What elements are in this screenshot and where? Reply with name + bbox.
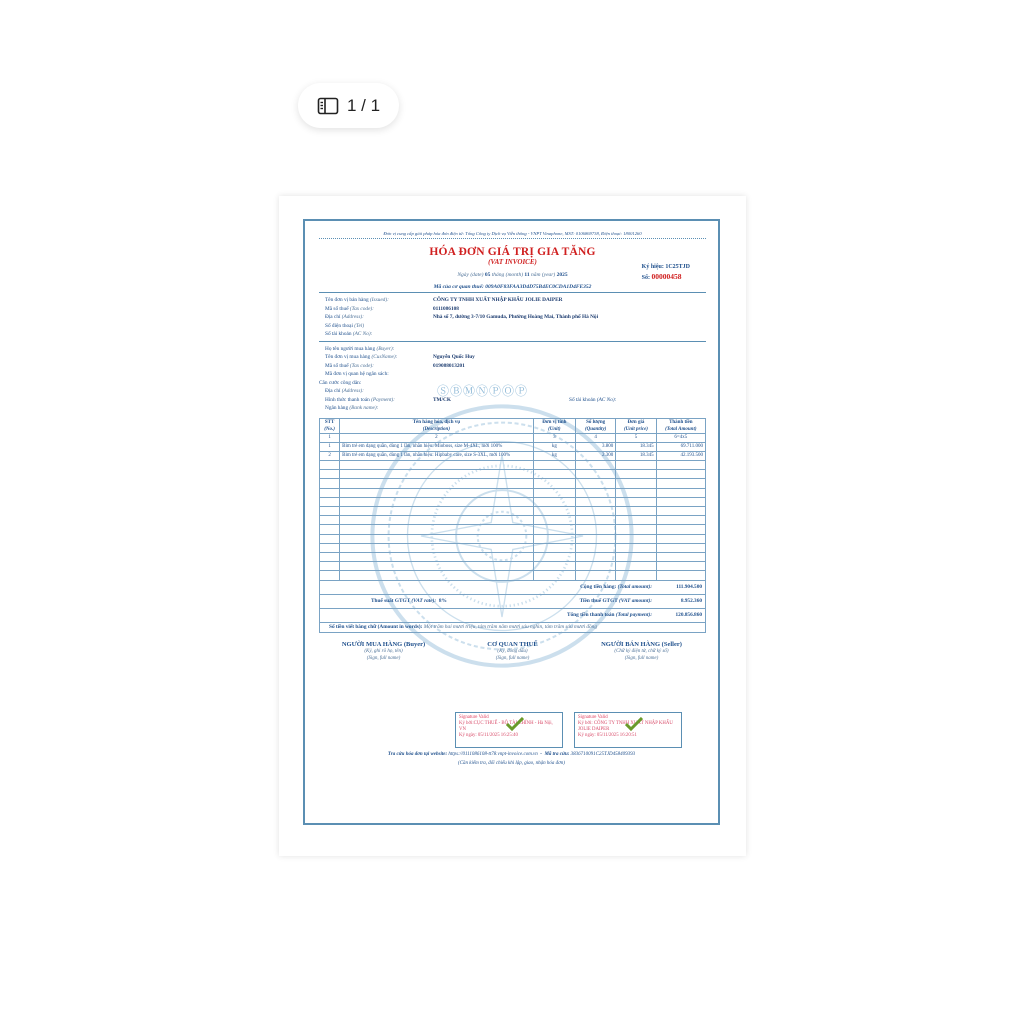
table-header-row bbox=[320, 418, 706, 433]
table-cell: 2 bbox=[340, 433, 534, 442]
table-cell bbox=[656, 461, 705, 470]
col-no: STT (No.) bbox=[320, 418, 340, 433]
lookup-note: (Cần kiểm tra, đối chiếu khi lập, giao, nhận hóa đơn) bbox=[458, 761, 565, 766]
check-icon bbox=[506, 717, 524, 731]
table-cell bbox=[575, 552, 615, 561]
table-cell bbox=[616, 470, 656, 479]
table-cell bbox=[533, 461, 575, 470]
empty-row bbox=[320, 488, 706, 497]
vat-row: Thuế suất GTGT (VAT rate): 8% Tiền thuế GTGT (VAT amount): 8.952.360 bbox=[319, 595, 706, 609]
empty-row bbox=[320, 534, 706, 543]
table-cell bbox=[616, 552, 656, 561]
table-cell bbox=[616, 461, 656, 470]
buyer-row: Mã đơn vị quan hệ ngân sách: bbox=[325, 371, 389, 377]
seller-row: Số điện thoại (Tel) bbox=[325, 322, 365, 329]
table-cell bbox=[340, 461, 534, 470]
table-cell: 2.300 bbox=[575, 451, 615, 460]
tax-authority-code: Mã của cơ quan thuế: 009A0F83FAA3D4D75B4EC0CDA1D4FE352 bbox=[319, 284, 706, 293]
table-cell bbox=[656, 497, 705, 506]
col-amount: Thành tiền (Total Amount) bbox=[656, 418, 705, 433]
table-cell bbox=[656, 562, 705, 571]
table-cell bbox=[320, 562, 340, 571]
col-unit: Đơn vị tính (Unit) bbox=[533, 418, 575, 433]
buyer-row: Ngân hàng (Bank name): bbox=[325, 405, 379, 411]
table-cell bbox=[340, 497, 534, 506]
table-cell bbox=[320, 534, 340, 543]
buyer-row: Mã số thuế (Tax code): 019088013201 bbox=[325, 362, 465, 369]
table-cell bbox=[656, 479, 705, 488]
table-cell bbox=[616, 543, 656, 552]
subtotal-row: Cộng tiền hàng: (Total amount): 111.904.500 bbox=[319, 581, 706, 595]
table-row bbox=[320, 442, 706, 451]
table-cell bbox=[616, 562, 656, 571]
table-cell bbox=[320, 497, 340, 506]
empty-row bbox=[320, 525, 706, 534]
invoice-title: HÓA ĐƠN GIÁ TRỊ GIA TĂNG bbox=[429, 246, 596, 258]
table-cell: kg bbox=[533, 442, 575, 451]
table-cell bbox=[320, 516, 340, 525]
table-cell bbox=[533, 470, 575, 479]
tax-signature: CƠ QUAN THUẾ (Ký, đóng dấu) (Sign, full name) bbox=[487, 641, 538, 661]
invoice-subtitle: (VAT INVOICE) bbox=[488, 258, 537, 266]
col-unit-price: Đơn giá (Unit price) bbox=[616, 418, 656, 433]
table-cell bbox=[533, 552, 575, 561]
table-cell: 2 bbox=[320, 451, 340, 460]
table-cell bbox=[656, 552, 705, 561]
buyer-section bbox=[319, 342, 706, 415]
table-cell bbox=[616, 516, 656, 525]
table-cell bbox=[575, 571, 615, 580]
table-cell bbox=[340, 571, 534, 580]
table-cell bbox=[533, 516, 575, 525]
table-cell bbox=[616, 571, 656, 580]
table-cell: 1 bbox=[320, 433, 340, 442]
table-cell bbox=[340, 507, 534, 516]
table-cell: 18.345 bbox=[616, 442, 656, 451]
table-cell bbox=[575, 461, 615, 470]
table-cell bbox=[616, 497, 656, 506]
table-cell bbox=[575, 516, 615, 525]
table-cell: 1 bbox=[320, 442, 340, 451]
document-page bbox=[279, 196, 746, 856]
seller-signature-box: Signature Valid Ký bởi: CÔNG TY TNHH XUẤT NHẬP KHẨU JOLIE DAIPER Ký ngày: 05/11/2025 16:20:51 bbox=[574, 712, 682, 748]
tax-signature-box: Signature Valid Ký bởi:CỤC THUẾ - BỘ TÀI CHÍNH - Hà Nội, VN Ký ngày: 05/11/2025 16:25:40 bbox=[455, 712, 563, 748]
table-cell bbox=[616, 479, 656, 488]
page-layout-icon bbox=[317, 97, 339, 115]
signature-headers bbox=[319, 641, 706, 662]
table-cell bbox=[616, 488, 656, 497]
table-cell: 4 bbox=[575, 433, 615, 442]
invoice-date: Ngày (date) 05 tháng (month) 11 năm (year) 2025 bbox=[457, 272, 568, 278]
lookup-line: Tra cứu hóa đơn tại website: https://0111086108-tt78.vnpt-invoice.com.vn - Mã tra cứu: 3836710091C25TJD458409393 bbox=[387, 752, 636, 757]
empty-row bbox=[320, 571, 706, 580]
table-cell bbox=[533, 534, 575, 543]
table-cell bbox=[533, 562, 575, 571]
table-cell bbox=[320, 552, 340, 561]
table-cell bbox=[320, 507, 340, 516]
page-count: 1 / 1 bbox=[346, 95, 381, 115]
table-cell bbox=[340, 525, 534, 534]
table-cell bbox=[340, 552, 534, 561]
table-cell bbox=[616, 525, 656, 534]
table-cell bbox=[656, 571, 705, 580]
empty-row bbox=[320, 552, 706, 561]
page-indicator[interactable] bbox=[298, 83, 399, 128]
table-cell: kg bbox=[533, 451, 575, 460]
table-cell bbox=[340, 534, 534, 543]
table-cell bbox=[575, 543, 615, 552]
empty-row bbox=[320, 497, 706, 506]
table-row bbox=[320, 451, 706, 460]
table-cell: 69.711.000 bbox=[656, 442, 705, 451]
check-icon bbox=[625, 717, 643, 731]
table-cell bbox=[340, 470, 534, 479]
table-cell bbox=[340, 543, 534, 552]
table-cell: Bỉm trẻ em dạng quần, dùng 1 lần, nhãn hiệu: Mioboss, size M-4XL, mới 100% bbox=[340, 442, 534, 451]
table-cell bbox=[656, 507, 705, 516]
buyer-signature: NGƯỜI MUA HÀNG (Buyer) (Ký, ghi rõ họ, tên) (Sign, full name) bbox=[341, 641, 426, 661]
table-cell bbox=[320, 479, 340, 488]
col-description: Tên hàng hóa, dịch vụ (Description) bbox=[340, 418, 534, 433]
table-cell bbox=[575, 525, 615, 534]
table-cell: 3 bbox=[533, 433, 575, 442]
invoice-frame bbox=[303, 219, 720, 825]
buyer-row: Họ tên người mua hàng (Buyer): bbox=[325, 345, 395, 352]
seller-row: Số tài khoản (AC No): bbox=[325, 331, 373, 337]
seal-text: ⓈⒷⓂⓃⓅⓄⓅ bbox=[437, 384, 529, 398]
table-cell bbox=[320, 525, 340, 534]
table-cell bbox=[533, 525, 575, 534]
table-cell bbox=[533, 571, 575, 580]
table-cell bbox=[533, 543, 575, 552]
table-cell bbox=[320, 488, 340, 497]
table-cell bbox=[320, 461, 340, 470]
empty-row bbox=[320, 507, 706, 516]
table-cell bbox=[616, 534, 656, 543]
table-cell bbox=[320, 571, 340, 580]
empty-row bbox=[320, 543, 706, 552]
total-row: Tổng tiền thanh toán (Total payment): 120.856.860 bbox=[319, 609, 706, 623]
table-cell bbox=[575, 479, 615, 488]
table-cell bbox=[575, 497, 615, 506]
table-cell bbox=[575, 562, 615, 571]
col-quantity: Số lượng (Quantity) bbox=[575, 418, 615, 433]
invoice-serial: Ký hiệu: 1C25TJD Số: 00000458 bbox=[641, 264, 690, 281]
table-cell bbox=[575, 534, 615, 543]
seller-signature: NGƯỜI BÁN HÀNG (Seller) (Chữ ký điện tử, chữ ký số) (Sign, full name) bbox=[601, 641, 682, 661]
table-cell bbox=[656, 525, 705, 534]
table-cell: 42.193.500 bbox=[656, 451, 705, 460]
table-cell: 6=4x5 bbox=[656, 433, 705, 442]
empty-row bbox=[320, 470, 706, 479]
table-cell: 3.800 bbox=[575, 442, 615, 451]
table-cell bbox=[616, 507, 656, 516]
table-cell bbox=[575, 507, 615, 516]
table-cell: 5 bbox=[616, 433, 656, 442]
table-cell: 18.345 bbox=[616, 451, 656, 460]
buyer-row: Hình thức thanh toán (Payment): TM/CK Số tài khoản (AC No): bbox=[325, 396, 617, 403]
seller-section bbox=[319, 293, 706, 342]
seller-row: Tên đơn vị bán hàng (Issued): CÔNG TY TNHH XUẤT NHẬP KHẨU JOLIE DAIPER bbox=[325, 297, 563, 303]
table-cell bbox=[656, 543, 705, 552]
provider-line: Đơn vị cung cấp giải pháp hóa đơn điện tử: Tổng Công ty Dịch vụ Viễn thông - VNPT Vinaphone, MST: 0106869738, Điện thoại: 18001260 bbox=[319, 231, 706, 239]
seller-row: Địa chỉ (Address): Nhà số 7, đường 3-7/10 Gamuda, Phường Hoàng Mai, Thành phố Hà Nội bbox=[325, 314, 599, 320]
table-cell bbox=[656, 488, 705, 497]
table-cell bbox=[533, 488, 575, 497]
table-cell bbox=[656, 534, 705, 543]
items-table bbox=[319, 418, 706, 581]
table-cell bbox=[575, 488, 615, 497]
buyer-row: Căn cước công dân: bbox=[319, 379, 362, 386]
table-cell bbox=[340, 562, 534, 571]
table-cell bbox=[533, 507, 575, 516]
table-cell: Bỉm trẻ em dạng quần, dùng 1 lần, nhãn hiệu: Hipbaby care, size S-3XL, mới 100% bbox=[340, 451, 534, 460]
table-cell bbox=[575, 470, 615, 479]
amount-in-words: Số tiền viết bằng chữ (Amount in words): Một trăm hai mươi triệu, tám trăm năm mươi sáu nghìn, tám trăm sáu mươi đồng bbox=[319, 623, 706, 634]
empty-row bbox=[320, 516, 706, 525]
table-cell bbox=[340, 479, 534, 488]
table-cell bbox=[340, 516, 534, 525]
empty-row bbox=[320, 562, 706, 571]
table-cell bbox=[340, 488, 534, 497]
table-cell bbox=[656, 516, 705, 525]
empty-row bbox=[320, 479, 706, 488]
table-cell bbox=[656, 470, 705, 479]
table-cell bbox=[320, 543, 340, 552]
buyer-row: Tên đơn vị mua hàng (CusName): Nguyễn Quốc Huy bbox=[325, 354, 475, 360]
table-cell bbox=[533, 479, 575, 488]
empty-row bbox=[320, 461, 706, 470]
seller-row: Mã số thuế (Tax code): 0111086108 bbox=[325, 305, 459, 312]
index-row bbox=[320, 433, 706, 442]
table-cell bbox=[533, 497, 575, 506]
table-cell bbox=[320, 470, 340, 479]
buyer-row: Địa chỉ (Address): ⓈⒷⓂⓃⓅⓄⓅ bbox=[325, 384, 529, 398]
